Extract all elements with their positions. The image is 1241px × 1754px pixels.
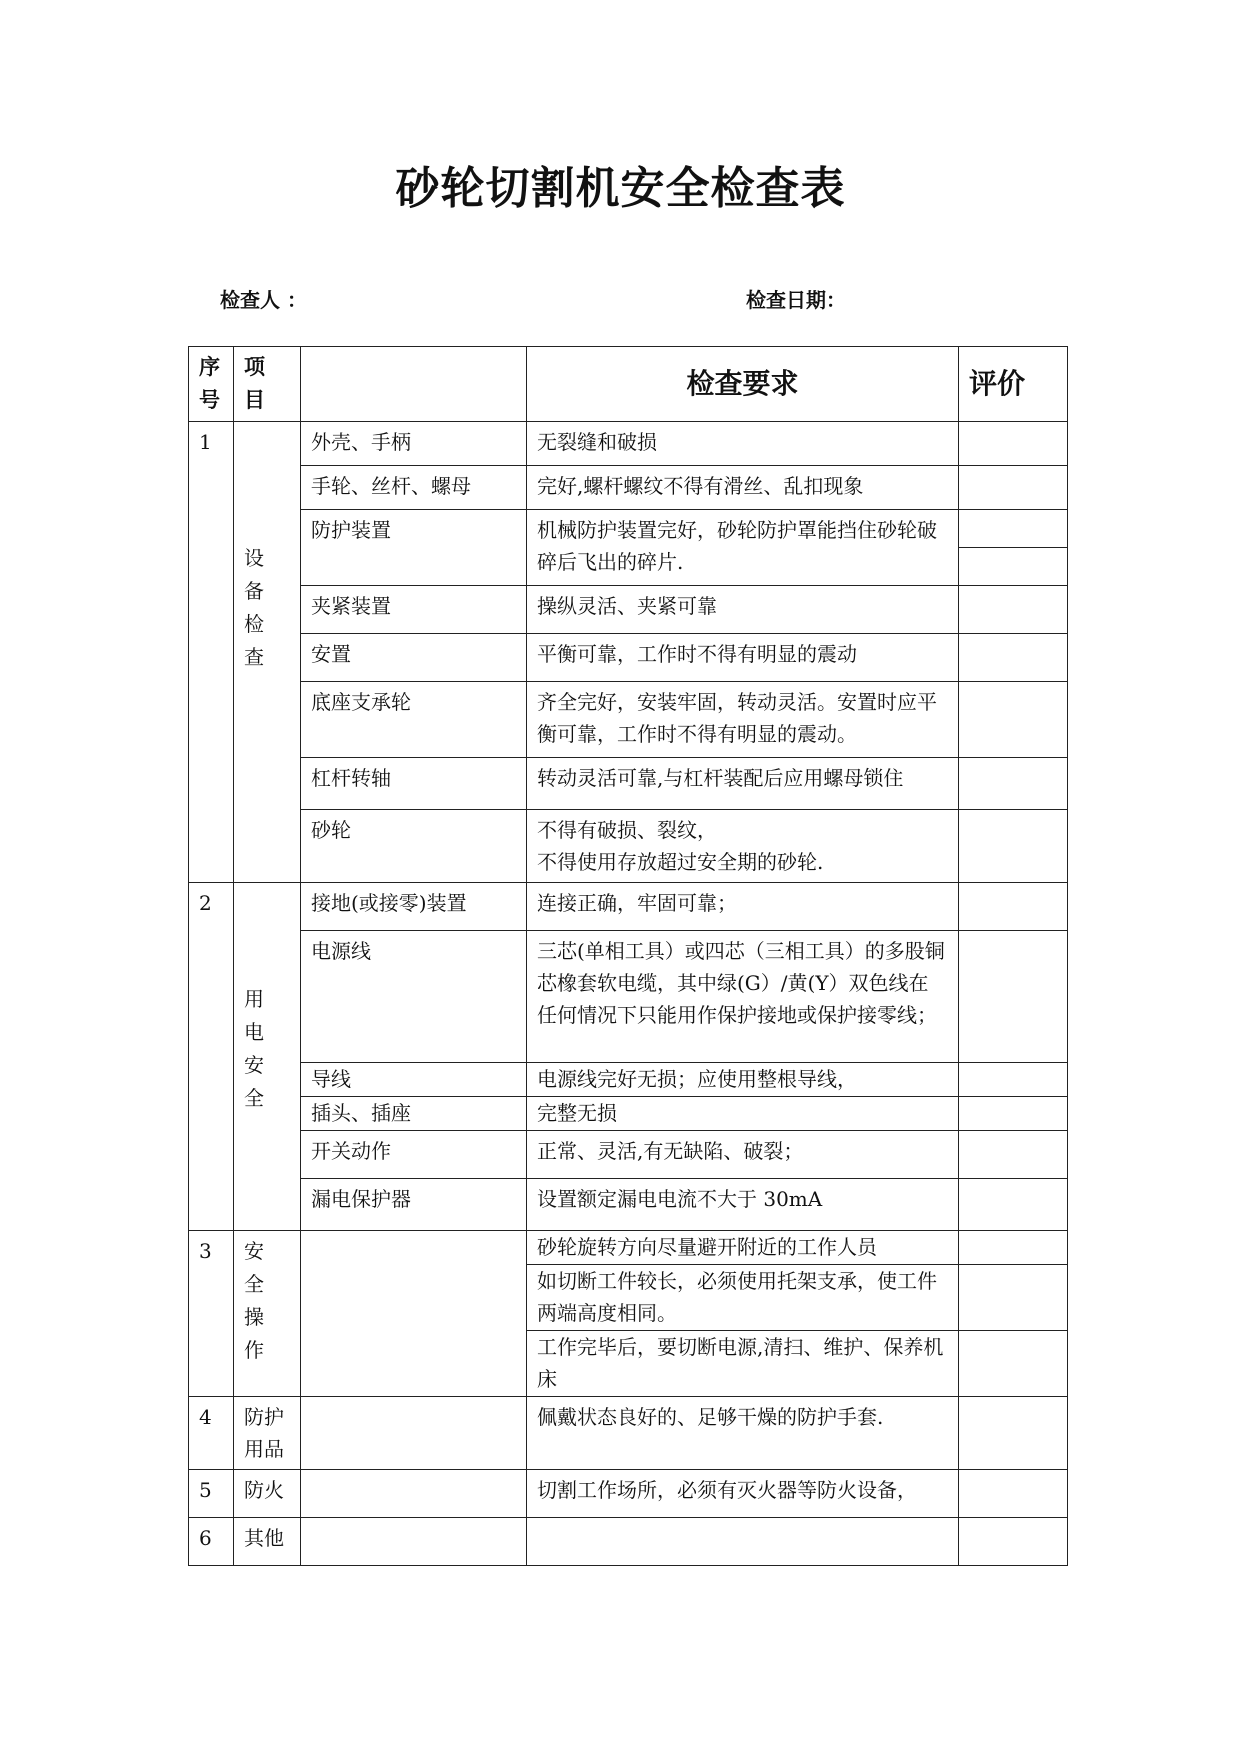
evaluation-cell[interactable] — [959, 758, 1068, 810]
table-row — [189, 1063, 1068, 1097]
table-row — [189, 1097, 1068, 1131]
seq-cell: 4 — [189, 1397, 234, 1470]
requirement-cell: 佩戴状态良好的、足够干燥的防护手套. — [527, 1397, 959, 1470]
table-row — [189, 586, 1068, 634]
table-row — [189, 682, 1068, 758]
evaluation-cell[interactable] — [959, 1097, 1068, 1131]
item-cell: 开关动作 — [301, 1131, 527, 1179]
evaluation-cell[interactable] — [959, 634, 1068, 682]
item-cell: 夹紧装置 — [301, 586, 527, 634]
evaluation-cell[interactable] — [959, 1131, 1068, 1179]
item-cell — [301, 1518, 527, 1566]
header-item: 项目 — [234, 347, 301, 422]
evaluation-cell[interactable] — [959, 1265, 1068, 1331]
inspection-date-label: 检查日期： — [746, 288, 846, 312]
requirement-cell: 切割工作场所，必须有灭火器等防火设备， — [527, 1470, 959, 1518]
item-cell: 导线 — [301, 1063, 527, 1097]
requirement-cell: 如切断工件较长，必须使用托架支承，使工件两端高度相同。 — [527, 1265, 959, 1331]
requirement-cell: 电源线完好无损；应使用整根导线， — [527, 1063, 959, 1097]
requirement-cell: 操纵灵活、夹紧可靠 — [527, 586, 959, 634]
requirement-cell: 机械防护装置完好，砂轮防护罩能挡住砂轮破碎后飞出的碎片. — [527, 510, 959, 586]
requirement-cell: 正常、灵活,有无缺陷、破裂； — [527, 1131, 959, 1179]
evaluation-subcell[interactable] — [959, 510, 1067, 547]
evaluation-cell[interactable] — [959, 1397, 1068, 1470]
seq-cell: 2 — [189, 883, 234, 1231]
evaluation-subcell[interactable] — [959, 547, 1067, 585]
requirement-cell: 转动灵活可靠,与杠杆装配后应用螺母锁住 — [527, 758, 959, 810]
evaluation-cell[interactable] — [959, 1179, 1068, 1231]
seq-cell: 3 — [189, 1231, 234, 1397]
evaluation-cell[interactable] — [959, 810, 1068, 883]
table-row — [189, 1518, 1068, 1566]
evaluation-cell[interactable] — [959, 1518, 1068, 1566]
item-cell: 插头、插座 — [301, 1097, 527, 1131]
requirement-line: 不得有破损、裂纹， — [537, 818, 717, 842]
requirement-cell: 齐全完好，安装牢固，转动灵活。安置时应平衡可靠，工作时不得有明显的震动。 — [527, 682, 959, 758]
table-row — [189, 1179, 1068, 1231]
evaluation-cell[interactable] — [959, 1331, 1068, 1397]
evaluation-cell[interactable] — [959, 1231, 1068, 1265]
evaluation-cell[interactable] — [959, 510, 1068, 586]
item-cell: 手轮、丝杆、螺母 — [301, 466, 527, 510]
item-cell: 杠杆转轴 — [301, 758, 527, 810]
seq-cell: 5 — [189, 1470, 234, 1518]
item-cell: 外壳、手柄 — [301, 422, 527, 466]
table-row — [189, 510, 1068, 586]
category-cell: 防护用品 — [234, 1397, 301, 1470]
table-row — [189, 1397, 1068, 1470]
requirement-cell — [527, 810, 959, 883]
category-cell: 用电安全 — [234, 883, 301, 1231]
requirement-cell: 砂轮旋转方向尽量避开附近的工作人员 — [527, 1231, 959, 1265]
item-cell — [301, 1470, 527, 1518]
requirement-cell: 无裂缝和破损 — [527, 422, 959, 466]
requirement-cell: 设置额定漏电电流不大于 30mA — [527, 1179, 959, 1231]
evaluation-cell[interactable] — [959, 1470, 1068, 1518]
header-seq: 序号 — [189, 347, 234, 422]
requirement-cell: 完整无损 — [527, 1097, 959, 1131]
evaluation-cell[interactable] — [959, 1063, 1068, 1097]
table-header-row — [189, 347, 1068, 422]
table-row — [189, 466, 1068, 510]
inspector-label: 检查人 ： — [220, 288, 307, 312]
requirement-cell: 工作完毕后，要切断电源,清扫、维护、保养机床 — [527, 1331, 959, 1397]
seq-cell: 6 — [189, 1518, 234, 1566]
table-row — [189, 422, 1068, 466]
header-requirement: 检查要求 — [527, 347, 959, 422]
seq-cell: 1 — [189, 422, 234, 883]
table-row — [189, 883, 1068, 931]
item-cell — [301, 1231, 527, 1397]
requirement-cell: 三芯(单相工具）或四芯（三相工具）的多股铜芯橡套软电缆，其中绿(G）/黄(Y）双色线在任何情况下只能用作保护接地或保护接零线； — [527, 931, 959, 1063]
requirement-line: 不得使用存放超过安全期的砂轮. — [537, 850, 824, 874]
table-row — [189, 810, 1068, 883]
table-row — [189, 758, 1068, 810]
requirement-cell: 平衡可靠，工作时不得有明显的震动 — [527, 634, 959, 682]
item-cell: 防护装置 — [301, 510, 527, 586]
table-row — [189, 1470, 1068, 1518]
evaluation-cell[interactable] — [959, 931, 1068, 1063]
item-cell: 接地(或接零)装置 — [301, 883, 527, 931]
item-cell: 电源线 — [301, 931, 527, 1063]
table-row — [189, 634, 1068, 682]
item-cell: 安置 — [301, 634, 527, 682]
item-cell — [301, 1397, 527, 1470]
table-row — [189, 1131, 1068, 1179]
evaluation-cell[interactable] — [959, 422, 1068, 466]
category-cell: 设备检查 — [234, 422, 301, 883]
checklist-table — [188, 346, 1068, 1566]
table-row — [189, 931, 1068, 1063]
item-cell: 底座支承轮 — [301, 682, 527, 758]
table-row — [189, 1231, 1068, 1265]
header-subitem — [301, 347, 527, 422]
requirement-cell[interactable] — [527, 1518, 959, 1566]
category-cell: 其他 — [234, 1518, 301, 1566]
evaluation-cell[interactable] — [959, 586, 1068, 634]
evaluation-cell[interactable] — [959, 883, 1068, 931]
requirement-cell: 完好,螺杆螺纹不得有滑丝、乱扣现象 — [527, 466, 959, 510]
category-cell: 安全操作 — [234, 1231, 301, 1397]
header-evaluation: 评价 — [959, 347, 1068, 422]
evaluation-cell[interactable] — [959, 466, 1068, 510]
item-cell: 漏电保护器 — [301, 1179, 527, 1231]
requirement-cell: 连接正确，牢固可靠； — [527, 883, 959, 931]
evaluation-cell[interactable] — [959, 682, 1068, 758]
item-cell: 砂轮 — [301, 810, 527, 883]
category-cell: 防火 — [234, 1470, 301, 1518]
document-title: 砂轮切割机安全检查表 — [395, 163, 846, 214]
